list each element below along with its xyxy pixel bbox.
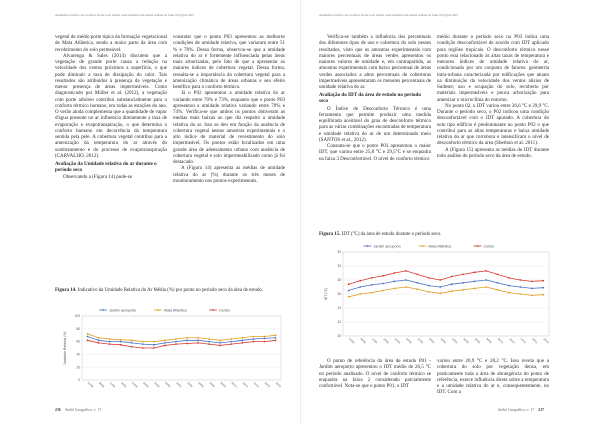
right-bottom-column-2 bbox=[437, 358, 549, 396]
section-heading: Avaliação da Umidade relativa do ar durante o período seco bbox=[55, 161, 157, 174]
x-tick-label: 05/09 bbox=[428, 337, 435, 345]
data-point bbox=[519, 279, 521, 281]
right-column-2 bbox=[437, 34, 549, 159]
data-point bbox=[208, 338, 210, 340]
data-point bbox=[175, 338, 177, 340]
data-point bbox=[416, 274, 418, 276]
y-tick-label: 40 bbox=[76, 352, 80, 357]
x-tick-label: 15/09 bbox=[451, 337, 458, 345]
data-point bbox=[164, 345, 166, 347]
data-point bbox=[439, 279, 441, 281]
legend-entry bbox=[364, 244, 401, 248]
legend-label: Mata Atlântica bbox=[164, 308, 187, 313]
data-point bbox=[264, 336, 266, 338]
x-tick-label: 16/08 bbox=[119, 381, 127, 389]
data-point bbox=[208, 343, 210, 345]
data-point bbox=[439, 292, 441, 294]
x-tick-label: 25/10 bbox=[274, 381, 282, 389]
data-point bbox=[451, 290, 453, 292]
data-point bbox=[462, 282, 464, 284]
legend-label: Jardim aeroporto bbox=[373, 244, 401, 249]
paragraph: variou entre 26,9 °C e 28,2 °C. Isso revela que a cobertura do solo por vegetação densa, em praticamente toda a área de abrangência do ponto de referência, exerce influência direta sobre a temperatura e a umidade relativa do ar e, consequentemente, no IDT. Com a bbox=[437, 358, 549, 396]
legend-entry bbox=[154, 308, 187, 312]
data-point bbox=[542, 294, 544, 296]
x-tick-label: 10/09 bbox=[439, 337, 447, 345]
data-point bbox=[186, 339, 188, 341]
legend-marker bbox=[212, 309, 214, 311]
footer-journal: Ateliê Geográfico, v. 17 bbox=[497, 408, 535, 412]
data-point bbox=[359, 293, 361, 295]
data-point bbox=[142, 347, 144, 349]
data-point bbox=[405, 270, 407, 272]
data-point bbox=[109, 341, 111, 343]
humidity-chart bbox=[60, 306, 285, 396]
x-tick-label: 20/10 bbox=[531, 337, 538, 345]
figure-14-caption bbox=[55, 288, 287, 294]
legend-marker bbox=[157, 309, 159, 311]
data-point bbox=[474, 288, 476, 290]
data-point bbox=[371, 292, 373, 294]
x-tick-label: 11/08 bbox=[108, 381, 116, 389]
data-point bbox=[98, 337, 100, 339]
x-tick-label: 01/08 bbox=[86, 381, 94, 389]
data-point bbox=[109, 343, 111, 345]
data-point bbox=[98, 342, 100, 344]
data-point bbox=[382, 283, 384, 285]
y-axis-label: Umidade Relativa (%) bbox=[63, 331, 67, 365]
data-point bbox=[164, 342, 166, 344]
data-point bbox=[186, 343, 188, 345]
x-tick-label: 30/09 bbox=[219, 381, 227, 389]
x-tick-label: 05/10 bbox=[230, 381, 238, 389]
data-point bbox=[416, 282, 418, 284]
data-point bbox=[485, 270, 487, 272]
data-point bbox=[405, 279, 407, 281]
running-head: Avaliação térmica e de conforto térmico em pontos representativos da malha urbana de Jataí (GO) pelo IDT bbox=[319, 13, 458, 17]
left-column-2 bbox=[173, 34, 285, 184]
data-point bbox=[382, 290, 384, 292]
data-point bbox=[359, 280, 361, 282]
legend-marker bbox=[102, 309, 104, 311]
data-point bbox=[531, 288, 533, 290]
data-point bbox=[519, 293, 521, 295]
data-point bbox=[439, 286, 441, 288]
left-column-1 bbox=[55, 34, 167, 181]
x-tick-label: 06/08 bbox=[359, 337, 367, 345]
paragraph: Alvarenga & Sales (2014) discutem que a vegetação de grande porte causa a redução na velocidade dos ventos próximos a superfície, o que pode diminuir a taxa de dissipação do calor. Tais resultados são atribuídos à presença da vegetação e menor presença de áreas impermeáveis. Como diagnosticado por Müller et al. (2012), a vegetação com porte arbóreo contribui substancialmente para o conforto térmico humano, em todas as estações do ano. O verão ainda complementa que a quantidade de vapor d'água presente no ar influencia diretamente a taxa de evaporação e evapotranspiração, o que determina o conforto humano em decorrência da temperatura sentida pela pele. A cobertura vegetal contribui para a amenização da temperatura do ar através do sombreamento e do processo de evapotranspiração (CARVALHO, 2012). bbox=[55, 52, 167, 159]
data-point bbox=[164, 339, 166, 341]
data-point bbox=[462, 289, 464, 291]
legend-label: Centro bbox=[483, 244, 495, 249]
data-point bbox=[142, 343, 144, 345]
right-page bbox=[300, 0, 600, 424]
data-point bbox=[485, 286, 487, 288]
data-point bbox=[131, 346, 133, 348]
data-point bbox=[382, 275, 384, 277]
data-point bbox=[87, 333, 89, 335]
data-point bbox=[252, 336, 254, 338]
x-tick-label: 01/08 bbox=[348, 337, 355, 345]
data-point bbox=[348, 296, 350, 298]
paragraph: O Índice de Desconforto Térmico é uma ferramenta que permite produzir uma medida equilibrada aceitável do grau de desconforto térmico para as várias combinações encontradas de temperatura e umidade relativa do ar de um determinado meio (SANTOS et al., 2012). bbox=[319, 105, 431, 143]
data-point bbox=[241, 342, 243, 344]
x-tick-label: 25/09 bbox=[208, 381, 216, 389]
x-tick-label: 20/09 bbox=[197, 381, 205, 389]
figure-15-text: IDT (°C) da área de estudo durante o período seco. bbox=[340, 232, 442, 237]
series-line bbox=[88, 334, 276, 342]
data-point bbox=[219, 342, 221, 344]
data-point bbox=[394, 272, 396, 274]
data-point bbox=[519, 286, 521, 288]
data-point bbox=[87, 336, 89, 338]
data-point bbox=[230, 343, 232, 345]
y-tick-label: 26 bbox=[337, 292, 341, 297]
x-tick-label: 21/08 bbox=[393, 337, 401, 345]
data-point bbox=[208, 341, 210, 343]
x-tick-label: 06/08 bbox=[97, 381, 105, 389]
data-point bbox=[394, 281, 396, 283]
data-point bbox=[186, 337, 188, 339]
humidity-chart-svg bbox=[60, 306, 285, 396]
data-point bbox=[371, 284, 373, 286]
data-point bbox=[197, 337, 199, 339]
legend-marker bbox=[422, 245, 424, 247]
data-point bbox=[120, 341, 122, 343]
y-tick-label: 32 bbox=[337, 250, 341, 255]
data-point bbox=[348, 290, 350, 292]
paragraph: vegetal de médio porte típica da formação vegetacional de Mata Atlântica, sendo a maior parte da área com recobrimento do solo permeável. bbox=[55, 34, 167, 53]
paragraph: A (Figura 15) apresenta as médias do IDT durante todo análise do período seco da área de estudo. bbox=[437, 146, 549, 159]
y-tick-label: 100 bbox=[74, 314, 80, 319]
data-point bbox=[359, 286, 361, 288]
paragraph: constatar que o ponto P03 apresentou as melhores condições de umidade relativa, que variaram entre 51 % e 78%. Dessa forma, observou-se que a umidade relativa do ar é fortemente influenciada pelas áreas mais arborizadas, pelo fato de que a apresentar os maiores índices de cobertura vegetal. Dessa forma, ressalta-se a importância da cobertura vegetal para a amenização climática de áreas urbanas e seu efeito benéfico para o conforto térmico. bbox=[173, 34, 285, 90]
data-point bbox=[474, 281, 476, 283]
data-point bbox=[451, 283, 453, 285]
legend-entry bbox=[209, 308, 230, 312]
data-point bbox=[451, 276, 453, 278]
data-point bbox=[241, 337, 243, 339]
page-number: 237 bbox=[538, 408, 544, 412]
data-point bbox=[87, 339, 89, 341]
y-tick-label: 80 bbox=[76, 326, 80, 331]
running-head: Avaliação térmica e de conforto térmico em pontos representativos da malha urbana de Jataí (GO) pelo IDT bbox=[55, 13, 194, 17]
legend-entry bbox=[419, 244, 452, 248]
data-point bbox=[230, 338, 232, 340]
x-tick-label: 30/09 bbox=[485, 337, 493, 345]
y-tick-label: 24 bbox=[337, 306, 341, 311]
legend-entry bbox=[99, 308, 136, 312]
paragraph: A (Figura 14) apresenta as médias de umidade relativa do ar (%) durante os três meses de monitoramento nos pontos experimentais. bbox=[173, 165, 285, 184]
series-line bbox=[349, 287, 544, 297]
y-tick-label: 20 bbox=[76, 365, 80, 370]
data-point bbox=[405, 286, 407, 288]
data-point bbox=[416, 288, 418, 290]
series-line bbox=[349, 280, 544, 291]
x-tick-label: 26/08 bbox=[405, 337, 412, 345]
x-tick-label: 26/08 bbox=[142, 381, 149, 389]
footer-journal: Ateliê Geográfico, v. 17 bbox=[64, 408, 102, 412]
x-tick-label: 15/09 bbox=[186, 381, 194, 389]
data-point bbox=[252, 341, 254, 343]
data-point bbox=[371, 277, 373, 279]
data-point bbox=[219, 345, 221, 347]
data-point bbox=[109, 338, 111, 340]
data-point bbox=[508, 292, 510, 294]
data-point bbox=[153, 344, 155, 346]
data-point bbox=[348, 283, 350, 285]
x-tick-label: 16/08 bbox=[382, 337, 390, 345]
data-point bbox=[252, 338, 254, 340]
series-line bbox=[349, 271, 544, 284]
paragraph: Constata-se que o ponto P03 apresentou o maior IDT, que variou entre 25,8 °C e 29,5°C e se enquadra na faixa 3 Desconfortável. O nível de conforto térmico bbox=[319, 143, 431, 162]
paragraph: Já o P02 apresentou a umidade relativa do ar variando entre 70% e 73%, enquanto que o ponto P03 apresentou a umidade relativa variando entre 70% e 74%. Verifica-se que ambos os pontos obtiveram as medias mais baixas ao que diz respeito a umidade relativa do ar. Isso se deu em função da ausência de cobertura vegetal nestas amostras experimentais e o alto índice de material de revestimento do solo impermeável. Os pontos estão localizados em uma grande área de adensamento urbano com ausência de cobertura vegetal e solo impermeabilizado como já foi destacado. bbox=[173, 90, 285, 165]
page-number: 236 bbox=[55, 408, 61, 412]
x-tick-label: 10/10 bbox=[508, 337, 515, 345]
data-point bbox=[531, 281, 533, 283]
data-point bbox=[462, 274, 464, 276]
data-point bbox=[275, 337, 277, 339]
x-tick-label: 15/10 bbox=[519, 337, 527, 345]
data-point bbox=[131, 339, 133, 341]
data-point bbox=[120, 339, 122, 341]
x-tick-label: 10/10 bbox=[241, 381, 249, 389]
data-point bbox=[508, 277, 510, 279]
legend-marker bbox=[367, 245, 369, 247]
idt-chart bbox=[321, 242, 553, 352]
y-axis-label: IDT (°C) bbox=[324, 287, 328, 301]
legend-label: Mata Atlântica bbox=[428, 244, 452, 249]
data-point bbox=[153, 341, 155, 343]
data-point bbox=[428, 277, 430, 279]
data-point bbox=[230, 341, 232, 343]
figure-14-label: Figura 14. bbox=[55, 288, 77, 293]
data-point bbox=[175, 343, 177, 345]
legend-label: Jardim aeroporto bbox=[109, 308, 137, 313]
x-tick-label: 11/08 bbox=[370, 337, 378, 345]
legend-marker bbox=[477, 245, 479, 247]
x-tick-label: 25/10 bbox=[542, 337, 550, 345]
data-point bbox=[531, 295, 533, 297]
x-tick-label: 31/08 bbox=[416, 337, 424, 345]
data-point bbox=[264, 341, 266, 343]
data-point bbox=[153, 347, 155, 349]
x-tick-label: 10/09 bbox=[175, 381, 182, 389]
paragraph: No ponto 02, o IDT variou entre 26,6 °C e 29,9 °C. Durante o período seco, o P02 indicou uma condição desconfortável com o IDT apurado. A cobertura do solo tipo edifício é predominante no ponto P02 o que contribui para as altas temperaturas e baixa umidade relativa do ar que corrobora e intensificam o nível de desconforto térmico da área (Sherbun et al. 2011). bbox=[437, 102, 549, 147]
y-tick-label: 22 bbox=[337, 320, 341, 325]
data-point bbox=[98, 339, 100, 341]
legend-entry bbox=[474, 244, 495, 248]
data-point bbox=[394, 288, 396, 290]
idt-chart-svg bbox=[321, 242, 553, 352]
x-tick-label: 31/08 bbox=[153, 381, 160, 389]
data-point bbox=[497, 282, 499, 284]
right-footer bbox=[498, 408, 548, 412]
x-tick-label: 25/09 bbox=[473, 337, 481, 345]
figure-14-text: Indicativo da Umidade Relativa do Ar Média (%) por ponto no período seco da área de estudo. bbox=[76, 288, 264, 293]
x-tick-label: 20/09 bbox=[462, 337, 470, 345]
y-tick-label: 20 bbox=[337, 334, 341, 339]
figure-15-label: Figura 15. bbox=[319, 232, 341, 237]
right-bottom-column-1 bbox=[319, 358, 431, 389]
data-point bbox=[120, 344, 122, 346]
data-point bbox=[219, 339, 221, 341]
paragraph: Observando a (Figura 14) pode-se bbox=[63, 174, 132, 181]
x-tick-label: 20/10 bbox=[263, 381, 271, 389]
y-tick-label: 0 bbox=[78, 378, 80, 383]
section-heading: Avaliação do IDT da área de estudo no período seco bbox=[319, 92, 421, 105]
data-point bbox=[131, 342, 133, 344]
data-point bbox=[497, 289, 499, 291]
data-point bbox=[175, 341, 177, 343]
data-point bbox=[264, 338, 266, 340]
x-tick-label: 21/08 bbox=[131, 381, 138, 389]
y-tick-label: 30 bbox=[337, 264, 341, 269]
x-tick-label: 05/10 bbox=[496, 337, 504, 345]
figure-15-caption bbox=[319, 232, 551, 238]
data-point bbox=[142, 341, 144, 343]
y-tick-label: 28 bbox=[337, 278, 341, 283]
data-point bbox=[508, 285, 510, 287]
data-point bbox=[275, 339, 277, 341]
data-point bbox=[275, 334, 277, 336]
data-point bbox=[428, 285, 430, 287]
data-point bbox=[542, 287, 544, 289]
paragraph: Verifica-se também a influência dos percentuais dos diferentes tipos de uso e cobertura do solo nesses resultados, visto que as amostras experimentais com maiores percentuais de áreas verdes apresentou os maiores valores de umidade e, em contrapartida, as amostras experimentais com baixo percentual de áreas verdes associados a altos percentuais de coberturas impermeáveis apresentaram os menores percentuais de umidade relativa do ar. bbox=[319, 34, 431, 90]
data-point bbox=[542, 280, 544, 282]
y-tick-label: 60 bbox=[76, 339, 80, 344]
paragraph: médio durante o período seco no P03 indica uma condição desconfortável de acordo com IDT aplicado para regiões tropicais. O desconforto térmico nesse ponto está relacionado às altas taxas de temperatura e menores índices de umidade relativa do ar, condicionado por um conjunto de fatores: geometria intra-urbana caracterizada por edificações que atuam na diminuição da velocidade dos ventos alísios de Sudeste; uso e ocupação do solo, recoberto por materiais impermeáveis e pouca arborização para amenizar o microclima do entorno. bbox=[437, 34, 549, 103]
data-point bbox=[197, 339, 199, 341]
left-footer bbox=[55, 408, 101, 412]
data-point bbox=[241, 339, 243, 341]
legend-label: Centro bbox=[219, 308, 230, 313]
data-point bbox=[474, 271, 476, 273]
plot-area bbox=[82, 316, 281, 380]
data-point bbox=[497, 274, 499, 276]
x-tick-label: 15/10 bbox=[252, 381, 260, 389]
data-point bbox=[485, 279, 487, 281]
x-tick-label: 05/09 bbox=[164, 381, 171, 389]
data-point bbox=[428, 291, 430, 293]
data-point bbox=[197, 342, 199, 344]
right-column-1 bbox=[319, 34, 431, 162]
paragraph: O ponto de referência da área de estudo P01 - Jardim aeroporto apresentou o IDT médio de 26,5 °C no período analisado. O nível de conforto térmico se enquadra na faixa 2 considerado parcialmente confortável. Nota-se que o ponto P01, o IDT bbox=[319, 358, 431, 389]
